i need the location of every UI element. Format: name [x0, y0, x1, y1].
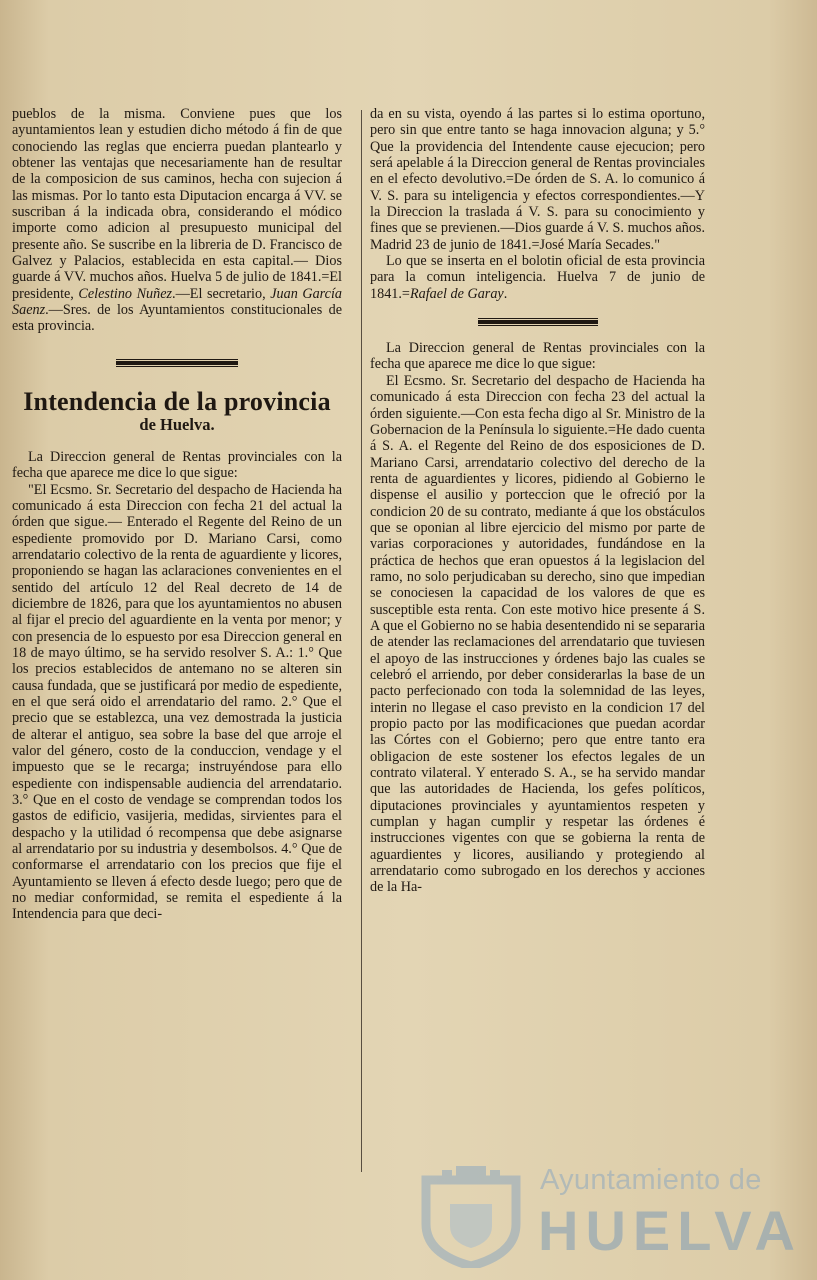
right-paragraph-2: Lo que se inserta en el bolotin oficial de esta provincia para la comun inteligencia. Huelva 7 de junio de 1841.=Rafael de Garay. — [370, 253, 705, 302]
column-divider — [361, 110, 362, 1172]
right-paragraph-3: La Direccion general de Rentas provinciales con la fecha que aparece me dice lo que sigue: — [370, 340, 705, 373]
section-divider-rule-right — [478, 318, 598, 326]
right-paragraph-4: El Ecsmo. Sr. Secretario del despacho de Hacienda ha comunicado á esta Direccion con fecha 23 del actual la órden siguiente.—Con esta fecha digo al Sr. Ministro de la Gobernacion de la Península lo siguiente.=He dado cuenta á S. A. el Regente del Reino de dos esposiciones de D. Mariano Carsi, arrendatario colectivo del derecho de la renta de aguardientes y licores, pidiendo al Gobierno le dispense el ausilio y porteccion que le ofreció por la condicion 20 de su contrato, mediante á que los obstáculos que se oponian al libre ejercicio del mismo por parte de varias corporaciones y autoridades, fundándose en la práctica de hechos que eran opuestos á la legislacion del ramo, no solo perjudicaban su derecho, sino que impedian se conociesen la capacidad de los valores de que es susceptible esta renta. Con este motivo hice presente á S. A que el Gobierno no se habia desentendido ni se separaria de atender las reclamaciones del arrendatario que tuviesen el apoyo de las instrucciones y órdenes bajo las cuales se celebró el arriendo, por deber considerarlas la base de un pacto perfecionado con toda la solemnidad de las leyes, interin no llegase el caso previsto en la condicion 17 del propio pacto por las modificaciones que puedan acordar las Córtes con el Gobierno; pero que entre tanto era obligacion de este sostener los efectos legales de un contrato vilateral. Y enterado S. A., se ha servido mandar que las autoridades de Hacienda, los gefes políticos, diputaciones provinciales y ayuntamientos respeten y cumplan y hagan cumplir y respetar las órdenes é instrucciones vigentes con que se gobierna la renta de aguardientes y licores, ausiliando y protegiendo al arrendatario como subrogado en los derechos y acciones de la Ha- — [370, 372, 705, 896]
watermark — [412, 1140, 802, 1270]
signature-secretario: Juan García Saenz — [12, 285, 343, 319]
left-paragraph-1: pueblos de la misma. Conviene pues que los ayuntamientos lean y estudien dicho método á fin de que conociendo las reglas que encierra puedan plantearlo y obtener las ventajas que necesariamente han de resultar de la composicion de sus caminos, hecha con sujecion á las mismas. Por lo tanto esta Diputacion encarga á VV. se suscriban á la indicada obra, considerando el módico importe como adicion al presupuesto municipal del presente año. Se suscribe en la libreria de D. Francisco de Galvez y Palacios, establecida en esta capital.— Dios guarde á VV. muchos años. Huelva 5 de julio de 1841.=El presidente, Celestino Nuñez.—El secretario, Juan García Saenz.—Sres. de los Ayuntamientos constitucionales de esta provincia. — [12, 106, 343, 335]
signature-presidente: Celestino Nuñez — [78, 285, 173, 302]
right-paragraph-1: da en su vista, oyendo á las partes si lo estima oportuno, pero sin que entre tanto se haga innovacion alguna; y 5.° Que la providencia del Intendente cause ejecucion; pero será apelable á la Direccion general de Rentas provinciales en el efecto devolutivo.=De órden de S. A. lo comunico á V. S. para su inteligencia y efectos correspondientes.—Y la Direccion la traslada á V. S. para su conocimiento y fines que se previenen.—Dios guarde á V. S. muchos años. Madrid 23 de junio de 1841.=José María Secades." — [370, 106, 705, 253]
signature-intendente: Rafael de Garay — [409, 285, 504, 302]
section-subheading: de Huelva. — [139, 414, 215, 434]
left-paragraph-3: "El Ecsmo. Sr. Secretario del despacho de Hacienda ha comunicado á esta Direccion con fecha 21 del actual la órden que sigue.— Enterado el Regente del Reino de un espediente promovido por D. Mariano Carsi, como arrendatario colectivo de la renta de aguardiente y licores, proponiendo se hagan las aclaraciones convenientes en el sentido del artículo 12 del Real decreto de 14 de diciembre de 1826, para que los ayuntamientos no abusen al fijar el precio del aguardiente en la venta por menor; y con presencia de lo espuesto por esa Direccion general en 18 de mayo último, se ha servido resolver S. A.: 1.° Que los precios establecidos de antemano no se alteren sin causa fundada, que se justificará por medio de espediente, en el que será oido el arrendatario del ramo. 2.° Que el precio que se establezca, una vez demostrada la justicia de alterar el antiguo, sea sobre la base del que arroje el valor del género, costo de la conduccion, vendage y el impuesto que se le recarga; instruyéndose para ello espediente con indispensable audiencia del arrendatario. 3.° Que en el costo de vendage se comprendan todos los gastos de edificio, vasijeria, medidas, sirvientes para el despacho y la utilidad ó recompensa que debe asignarse al arrendatario por su industria y desembolsos. 4.° Que de conformarse el arrendatario con los precios que fije el Ayuntamiento se lleven á efecto desde luego; pero que de no mediar conformidad, se remita el espediente á la Intendencia para que deci- — [12, 481, 342, 923]
crest-icon — [412, 1162, 530, 1268]
right-column — [370, 106, 705, 896]
watermark-line-1: Ayuntamiento de — [540, 1164, 762, 1196]
section-divider-rule — [116, 359, 238, 367]
watermark-line-2: HUELVA — [538, 1199, 802, 1262]
section-heading: Intendencia de la provincia — [23, 386, 331, 416]
left-paragraph-2: La Direccion general de Rentas provinciales con la fecha que aparece me dice lo que sigue: — [12, 448, 342, 482]
left-column — [12, 106, 342, 923]
